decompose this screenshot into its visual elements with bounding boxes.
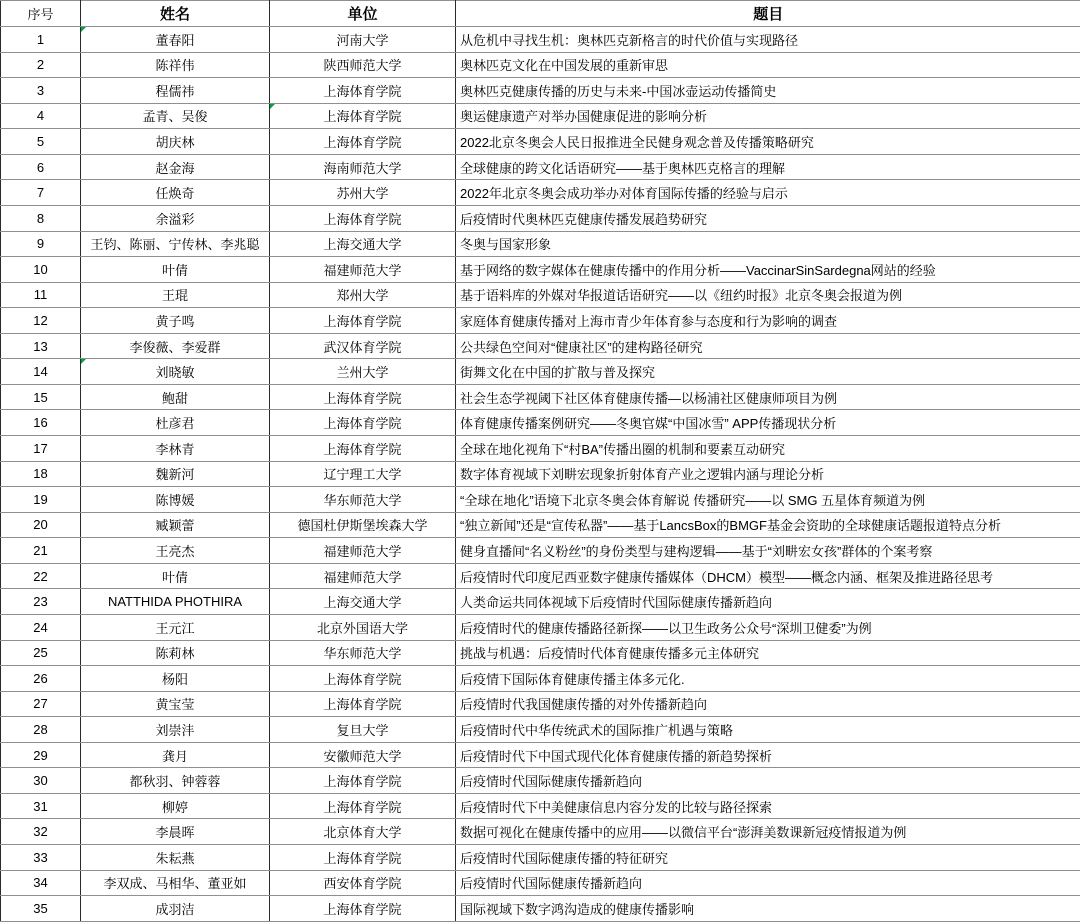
cell-title: 基于网络的数字媒体在健康传播中的作用分析——VaccinarSinSardegna网站的经验 xyxy=(456,257,1080,283)
cell-unit: 复旦大学 xyxy=(270,717,456,743)
cell-name: 臧颖蕾 xyxy=(81,512,270,538)
cell-no: 2 xyxy=(1,52,81,78)
table-header xyxy=(1,1,1080,27)
cell-title: “独立新闻”还是“宣传私器”——基于LancsBox的BMGF基金会资助的全球健康话题报道特点分析 xyxy=(456,512,1080,538)
cell-no: 6 xyxy=(1,154,81,180)
cell-unit: 上海体育学院 xyxy=(270,410,456,436)
cell-unit: 陕西师范大学 xyxy=(270,52,456,78)
table-row xyxy=(1,563,1080,589)
cell-no: 30 xyxy=(1,768,81,794)
cell-title: 后疫情时代国际健康传播新趋向 xyxy=(456,870,1080,896)
cell-name: 魏新河 xyxy=(81,461,270,487)
cell-name: 杨阳 xyxy=(81,666,270,692)
table-row xyxy=(1,27,1080,53)
cell-unit: 上海交通大学 xyxy=(270,231,456,257)
cell-title: 后疫情时代下中国式现代化体育健康传播的新趋势探析 xyxy=(456,742,1080,768)
table-row xyxy=(1,308,1080,334)
cell-name: 李双成、马相华、董亚如 xyxy=(81,870,270,896)
cell-name: 王元江 xyxy=(81,614,270,640)
cell-no: 23 xyxy=(1,589,81,615)
cell-no: 21 xyxy=(1,538,81,564)
cell-title: 后疫情时代中华传统武术的国际推广机遇与策略 xyxy=(456,717,1080,743)
cell-unit: 福建师范大学 xyxy=(270,538,456,564)
table-row xyxy=(1,614,1080,640)
table-row xyxy=(1,154,1080,180)
cell-title: 街舞文化在中国的扩散与普及探究 xyxy=(456,359,1080,385)
cell-name: 孟青、吴俊 xyxy=(81,103,270,129)
cell-no: 12 xyxy=(1,308,81,334)
cell-no: 8 xyxy=(1,205,81,231)
cell-name: 李林青 xyxy=(81,436,270,462)
cell-no: 35 xyxy=(1,896,81,922)
cell-name: 柳婷 xyxy=(81,793,270,819)
cell-no: 9 xyxy=(1,231,81,257)
cell-unit: 北京外国语大学 xyxy=(270,614,456,640)
cell-unit: 辽宁理工大学 xyxy=(270,461,456,487)
cell-no: 13 xyxy=(1,333,81,359)
cell-unit: 华东师范大学 xyxy=(270,487,456,513)
table-row xyxy=(1,666,1080,692)
cell-title: 公共绿色空间对“健康社区”的建构路径研究 xyxy=(456,333,1080,359)
cell-name: 成羽洁 xyxy=(81,896,270,922)
table-row xyxy=(1,870,1080,896)
cell-unit: 上海体育学院 xyxy=(270,205,456,231)
cell-unit: 福建师范大学 xyxy=(270,257,456,283)
cell-title: 国际视域下数字鸿沟造成的健康传播影响 xyxy=(456,896,1080,922)
table-row xyxy=(1,52,1080,78)
column-header-title: 题目 xyxy=(456,1,1080,27)
cell-name: NATTHIDA PHOTHIRA xyxy=(81,589,270,615)
cell-name: 叶倩 xyxy=(81,563,270,589)
cell-title: 人类命运共同体视域下后疫情时代国际健康传播新趋向 xyxy=(456,589,1080,615)
table-row xyxy=(1,487,1080,513)
cell-name: 任焕奇 xyxy=(81,180,270,206)
cell-unit: 上海体育学院 xyxy=(270,691,456,717)
cell-title: 2022年北京冬奥会成功举办对体育国际传播的经验与启示 xyxy=(456,180,1080,206)
cell-name: 黄宝莹 xyxy=(81,691,270,717)
cell-unit: 上海体育学院 xyxy=(270,384,456,410)
cell-unit: 武汉体育学院 xyxy=(270,333,456,359)
cell-no: 1 xyxy=(1,27,81,53)
table-row xyxy=(1,180,1080,206)
table-row xyxy=(1,282,1080,308)
cell-no: 19 xyxy=(1,487,81,513)
cell-name: 王琨 xyxy=(81,282,270,308)
cell-name: 都秋羽、钟蓉蓉 xyxy=(81,768,270,794)
cell-title: 健身直播间“名义粉丝”的身份类型与建构逻辑——基于“刘畊宏女孩”群体的个案考察 xyxy=(456,538,1080,564)
cell-no: 29 xyxy=(1,742,81,768)
table-row xyxy=(1,436,1080,462)
cell-no: 5 xyxy=(1,129,81,155)
cell-title: 基于语料库的外媒对华报道话语研究——以《纽约时报》北京冬奥会报道为例 xyxy=(456,282,1080,308)
cell-unit: 苏州大学 xyxy=(270,180,456,206)
cell-title: 家庭体育健康传播对上海市青少年体育参与态度和行为影响的调查 xyxy=(456,308,1080,334)
cell-name: 李俊薇、李爱群 xyxy=(81,333,270,359)
cell-title: 奥林匹克健康传播的历史与未来-中国冰壶运动传播简史 xyxy=(456,78,1080,104)
cell-title: 后疫情时代国际健康传播的特征研究 xyxy=(456,845,1080,871)
table-row xyxy=(1,359,1080,385)
cell-no: 25 xyxy=(1,640,81,666)
cell-unit: 西安体育学院 xyxy=(270,870,456,896)
table-row xyxy=(1,742,1080,768)
cell-title: 数字体育视域下刘畊宏现象折射体育产业之逻辑内涵与理论分析 xyxy=(456,461,1080,487)
table-row xyxy=(1,691,1080,717)
cell-title: 奥运健康遗产对举办国健康促进的影响分析 xyxy=(456,103,1080,129)
table-row xyxy=(1,845,1080,871)
cell-name: 叶倩 xyxy=(81,257,270,283)
cell-unit: 上海体育学院 xyxy=(270,103,456,129)
cell-no: 31 xyxy=(1,793,81,819)
cell-name: 杜彦君 xyxy=(81,410,270,436)
cell-unit: 福建师范大学 xyxy=(270,563,456,589)
cell-no: 24 xyxy=(1,614,81,640)
cell-no: 11 xyxy=(1,282,81,308)
cell-title: 数据可视化在健康传播中的应用——以微信平台“澎湃美数课新冠疫情报道为例 xyxy=(456,819,1080,845)
cell-unit: 上海体育学院 xyxy=(270,436,456,462)
table-row xyxy=(1,231,1080,257)
cell-name: 刘崇沣 xyxy=(81,717,270,743)
cell-unit: 上海体育学院 xyxy=(270,845,456,871)
cell-unit: 郑州大学 xyxy=(270,282,456,308)
table-row xyxy=(1,768,1080,794)
table-row xyxy=(1,78,1080,104)
table-row xyxy=(1,819,1080,845)
cell-title: 社会生态学视阈下社区体育健康传播—以杨浦社区健康师项目为例 xyxy=(456,384,1080,410)
cell-unit: 海南师范大学 xyxy=(270,154,456,180)
cell-name: 黄子鸣 xyxy=(81,308,270,334)
cell-unit: 上海体育学院 xyxy=(270,896,456,922)
cell-name: 董春阳 xyxy=(81,27,270,53)
cell-name: 龚月 xyxy=(81,742,270,768)
table-row xyxy=(1,896,1080,922)
cell-no: 22 xyxy=(1,563,81,589)
cell-title: 挑战与机遇：后疫情时代体育健康传播多元主体研究 xyxy=(456,640,1080,666)
cell-no: 33 xyxy=(1,845,81,871)
cell-no: 18 xyxy=(1,461,81,487)
cell-name: 李晨晖 xyxy=(81,819,270,845)
cell-title: 后疫情下国际体育健康传播主体多元化. xyxy=(456,666,1080,692)
table-row xyxy=(1,129,1080,155)
cell-title: 后疫情时代印度尼西亚数字健康传播媒体（DHCM）模型——概念内涵、框架及推进路径思考 xyxy=(456,563,1080,589)
cell-unit: 上海体育学院 xyxy=(270,78,456,104)
cell-unit: 安徽师范大学 xyxy=(270,742,456,768)
cell-name: 陈博媛 xyxy=(81,487,270,513)
cell-no: 34 xyxy=(1,870,81,896)
table-row xyxy=(1,461,1080,487)
table-row xyxy=(1,257,1080,283)
cell-unit: 兰州大学 xyxy=(270,359,456,385)
cell-title: 2022北京冬奥会人民日报推进全民健身观念普及传播策略研究 xyxy=(456,129,1080,155)
table-row xyxy=(1,333,1080,359)
table-row xyxy=(1,103,1080,129)
cell-no: 26 xyxy=(1,666,81,692)
cell-no: 15 xyxy=(1,384,81,410)
cell-title: 全球健康的跨文化话语研究——基于奥林匹克格言的理解 xyxy=(456,154,1080,180)
cell-no: 4 xyxy=(1,103,81,129)
cell-unit: 德国杜伊斯堡埃森大学 xyxy=(270,512,456,538)
cell-no: 32 xyxy=(1,819,81,845)
cell-no: 14 xyxy=(1,359,81,385)
table-row xyxy=(1,410,1080,436)
cell-unit: 上海体育学院 xyxy=(270,666,456,692)
table-row xyxy=(1,512,1080,538)
table-row xyxy=(1,793,1080,819)
table-row xyxy=(1,384,1080,410)
cell-unit: 上海体育学院 xyxy=(270,129,456,155)
cell-unit: 北京体育大学 xyxy=(270,819,456,845)
cell-no: 17 xyxy=(1,436,81,462)
cell-no: 20 xyxy=(1,512,81,538)
cell-title: 后疫情时代下中美健康信息内容分发的比较与路径探索 xyxy=(456,793,1080,819)
cell-no: 28 xyxy=(1,717,81,743)
cell-name: 胡庆林 xyxy=(81,129,270,155)
cell-title: 从危机中寻找生机：奥林匹克新格言的时代价值与实现路径 xyxy=(456,27,1080,53)
column-header-no: 序号 xyxy=(1,1,81,27)
cell-name: 刘晓敏 xyxy=(81,359,270,385)
cell-no: 7 xyxy=(1,180,81,206)
cell-title: 冬奥与国家形象 xyxy=(456,231,1080,257)
cell-title: “全球在地化”语境下北京冬奥会体育解说 传播研究——以 SMG 五星体育频道为例 xyxy=(456,487,1080,513)
cell-title: 后疫情时代国际健康传播新趋向 xyxy=(456,768,1080,794)
column-header-unit: 单位 xyxy=(270,1,456,27)
cell-name: 陈莉林 xyxy=(81,640,270,666)
cell-name: 陈祥伟 xyxy=(81,52,270,78)
cell-unit: 上海交通大学 xyxy=(270,589,456,615)
table-body xyxy=(1,27,1080,922)
cell-title: 后疫情时代的健康传播路径新探——以卫生政务公众号“深圳卫健委”为例 xyxy=(456,614,1080,640)
header-row xyxy=(1,1,1080,27)
cell-title: 后疫情时代我国健康传播的对外传播新趋向 xyxy=(456,691,1080,717)
cell-unit: 上海体育学院 xyxy=(270,768,456,794)
table-row xyxy=(1,717,1080,743)
cell-title: 全球在地化视角下“村BA”传播出圈的机制和要素互动研究 xyxy=(456,436,1080,462)
table-row xyxy=(1,205,1080,231)
cell-unit: 上海体育学院 xyxy=(270,793,456,819)
cell-no: 27 xyxy=(1,691,81,717)
cell-name: 王钧、陈丽、宁传林、李兆聪 xyxy=(81,231,270,257)
cell-title: 奥林匹克文化在中国发展的重新审思 xyxy=(456,52,1080,78)
table-row xyxy=(1,589,1080,615)
table-row xyxy=(1,538,1080,564)
cell-name: 赵金海 xyxy=(81,154,270,180)
cell-unit: 华东师范大学 xyxy=(270,640,456,666)
cell-title: 体育健康传播案例研究——冬奥官媒“中国冰雪” APP传播现状分析 xyxy=(456,410,1080,436)
cell-name: 王亮杰 xyxy=(81,538,270,564)
column-header-name: 姓名 xyxy=(81,1,270,27)
cell-no: 10 xyxy=(1,257,81,283)
cell-title: 后疫情时代奥林匹克健康传播发展趋势研究 xyxy=(456,205,1080,231)
cell-no: 3 xyxy=(1,78,81,104)
cell-name: 朱耘燕 xyxy=(81,845,270,871)
cell-unit: 上海体育学院 xyxy=(270,308,456,334)
table-row xyxy=(1,640,1080,666)
cell-name: 程儒祎 xyxy=(81,78,270,104)
cell-name: 鲍甜 xyxy=(81,384,270,410)
cell-unit: 河南大学 xyxy=(270,27,456,53)
cell-name: 余溢彩 xyxy=(81,205,270,231)
cell-no: 16 xyxy=(1,410,81,436)
